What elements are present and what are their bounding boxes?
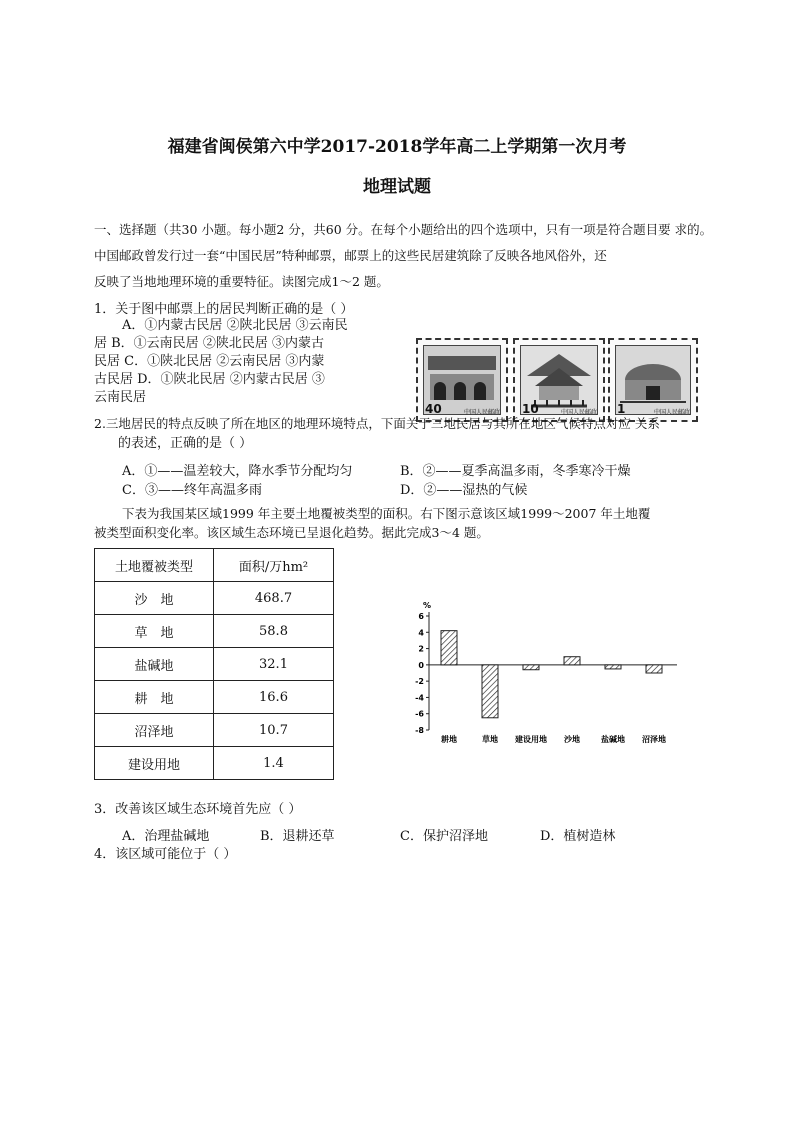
- chart-x-label: 建设用地: [515, 735, 547, 744]
- q2-option-c: C．③——终年高温多雨: [122, 483, 262, 498]
- table-cell-area: 10.7: [214, 714, 334, 747]
- table-header-row: [95, 549, 334, 582]
- table-cell-type: 建设用地: [95, 747, 214, 780]
- q2-option-d: D．②——湿热的气候: [400, 483, 528, 498]
- q1-options: [94, 317, 412, 407]
- chart-bar: [564, 657, 580, 665]
- table-cell-area: 468.7: [214, 582, 334, 615]
- intro2-line-2: 被类型面积变化率。该区域生态环境已呈退化趋势。据此完成3～4 题。: [94, 525, 489, 540]
- stamp-2-value: 10: [522, 402, 539, 416]
- table-header-type: 土地覆被类型: [95, 549, 214, 582]
- table-row: [95, 681, 334, 714]
- q1-option-line: 民居 C．①陕北民居 ②云南民居 ③内蒙: [94, 354, 325, 369]
- stamp-2-image: [513, 338, 605, 422]
- land-cover-table: [94, 548, 334, 780]
- chart-y-tick-label: -2: [415, 677, 424, 687]
- q1-option-line: A．①内蒙古民居 ②陕北民居 ③云南民: [122, 318, 348, 333]
- table-cell-area: 32.1: [214, 648, 334, 681]
- intro-line-2: 反映了当地地理环境的重要特征。读图完成1～2 题。: [94, 274, 389, 289]
- q3-option-c: C．保护沼泽地: [400, 829, 488, 844]
- chart-bar: [441, 631, 457, 665]
- chart-x-label: 沙地: [564, 735, 580, 744]
- q4-stem: 4．该区域可能位于（ ）: [94, 847, 237, 862]
- chart-x-label: 耕地: [441, 735, 457, 744]
- q1-option-line: 古民居 D．①陕北民居 ②内蒙古民居 ③: [94, 372, 325, 387]
- stamp-1-label: 中国人民邮政: [463, 409, 500, 416]
- chart-y-tick-label: -6: [415, 709, 424, 719]
- chart-y-tick-label: 2: [418, 644, 424, 654]
- stamp-2-label: 中国人民邮政: [560, 409, 597, 416]
- stamp-3-label: 中国人民邮政: [653, 409, 690, 416]
- stamp-3-image: [608, 338, 698, 422]
- chart-y-tick-label: 6: [418, 612, 424, 621]
- chart-y-tick-label: -4: [415, 693, 424, 703]
- stamp-1-image: [416, 338, 508, 422]
- q2-stem-line-2: 的表述，正确的是（ ）: [118, 436, 253, 451]
- chart-bar: [605, 665, 621, 669]
- table-cell-area: 16.6: [214, 681, 334, 714]
- chart-bar: [482, 665, 498, 718]
- table-row: [95, 747, 334, 780]
- chart-y-unit: %: [423, 601, 432, 610]
- page-subtitle: 地理试题: [363, 177, 431, 197]
- stamp-1-value: 40: [425, 402, 442, 416]
- stamp-3-picture: [615, 345, 691, 415]
- chart-bar: [523, 665, 539, 670]
- q3-stem: 3．改善该区域生态环境首先应（ ）: [94, 802, 302, 817]
- page-title: 福建省闽侯第六中学2017-2018学年高二上学期第一次月考: [167, 137, 627, 157]
- chart-x-label: 沼泽地: [642, 735, 666, 744]
- chart-x-label: 盐碱地: [601, 735, 625, 744]
- stamp-3-value: 1: [617, 402, 626, 416]
- q3-option-b: B．退耕还草: [260, 829, 335, 844]
- q3-option-d: D．植树造林: [540, 829, 616, 844]
- chart-bar: [646, 665, 662, 673]
- q1-option-line: 居 B．①云南民居 ②陕北民居 ③内蒙古: [94, 336, 324, 351]
- q2-option-b: B．②——夏季高温多雨，冬季寒冷干燥: [400, 464, 631, 479]
- stamp-3-drawing: [616, 346, 690, 414]
- intro-line-1: 中国邮政曾发行过一套“中国民居”特种邮票，邮票上的这些民居建筑除了反映各地风俗外，还: [94, 248, 607, 263]
- table-cell-type: 沼泽地: [95, 714, 214, 747]
- table-cell-area: 1.4: [214, 747, 334, 780]
- chart-y-tick-label: 0: [418, 660, 424, 670]
- table-row: [95, 648, 334, 681]
- table-cell-type: 沙 地: [95, 582, 214, 615]
- q2-stem-line-1: 2.三地居民的特点反映了所在地区的地理环境特点，下面关于三地民居与其所在地区气候特点对应 关系: [94, 416, 660, 431]
- chart-y-tick-label: -8: [415, 726, 424, 735]
- table-row: [95, 582, 334, 615]
- q3-option-a: A．治理盐碱地: [122, 829, 210, 844]
- table-cell-type: 耕 地: [95, 681, 214, 714]
- chart-y-tick-label: 4: [418, 628, 424, 638]
- section-instructions: 一、选择题（共30 小题。每小题2 分，共60 分。在每个小题给出的四个选项中，只有一项是符合题目要 求的。: [94, 222, 713, 237]
- table-cell-type: 盐碱地: [95, 648, 214, 681]
- q1-stem: 1．关于图中邮票上的居民判断正确的是（ ）: [94, 302, 354, 317]
- table-row: [95, 714, 334, 747]
- q2-option-a: A．①——温差较大，降水季节分配均匀: [122, 464, 353, 479]
- land-change-chart: [405, 596, 695, 756]
- intro2-line-1: 下表为我国某区域1999 年主要土地覆被类型的面积。右下图示意该区域1999～2007 年土地覆: [122, 506, 651, 521]
- table-row: [95, 615, 334, 648]
- chart-x-label: 草地: [482, 735, 498, 744]
- q1-option-line: 云南民居: [94, 390, 147, 405]
- table-cell-type: 草 地: [95, 615, 214, 648]
- table-cell-area: 58.8: [214, 615, 334, 648]
- table-header-area: 面积/万hm²: [214, 549, 334, 582]
